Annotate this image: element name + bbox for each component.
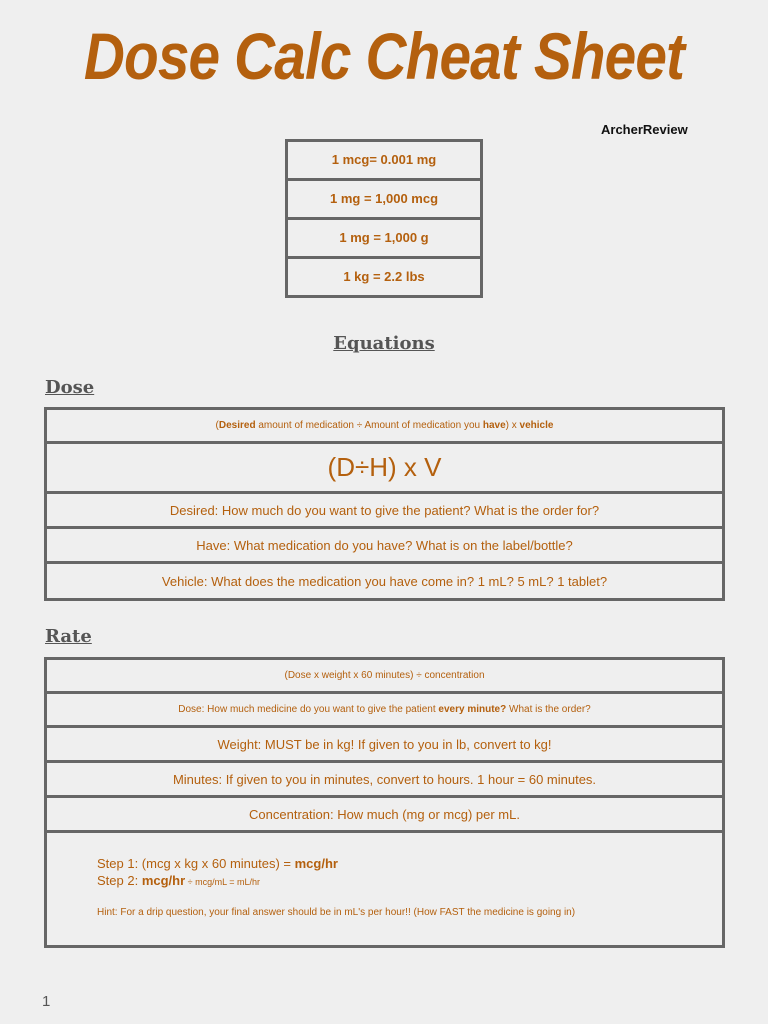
step-2: Step 2: mcg/hr ÷ mcg/mL = mL/hr [97, 873, 261, 888]
dose-formula-short: (D÷H) x V [47, 444, 722, 494]
rate-minutes-row: Minutes: If given to you in minutes, convert to hours. 1 hour = 60 minutes. [47, 763, 722, 798]
conversion-table [285, 139, 483, 298]
rate-steps-row [47, 833, 722, 945]
dose-heading: Dose [45, 377, 95, 398]
dose-vehicle-row: Vehicle: What does the medication you have come in? 1 mL? 5 mL? 1 tablet? [161, 573, 608, 589]
rate-table [44, 657, 725, 948]
conversion-row: 1 kg = 2.2 lbs [343, 269, 425, 284]
equations-heading: Equations [333, 333, 435, 354]
hint-text: Hint: For a drip question, your final answer should be in mL's per hour!! (How FAST the medicine is going in) [97, 907, 576, 918]
dose-formula-row [47, 410, 722, 444]
step-1: Step 1: (mcg x kg x 60 minutes) = mcg/hr [97, 856, 338, 871]
page-title: Dose Calc Cheat Sheet [83, 19, 685, 93]
dose-have-row: Have: What medication do you have? What is on the label/bottle? [47, 529, 722, 564]
dose-formula-text: (Desired amount of medication ÷ Amount of medication you have) x vehicle [215, 420, 554, 431]
conversion-row: 1 mg = 1,000 g [288, 220, 480, 259]
conversion-row: 1 mcg= 0.001 mg [288, 142, 480, 181]
rate-concentration-row: Concentration: How much (mg or mcg) per mL. [47, 798, 722, 833]
conversion-row: 1 mg = 1,000 mcg [288, 181, 480, 220]
rate-dose-row: Dose: How much medicine do you want to give the patient every minute? What is the order? [47, 694, 722, 728]
dose-desired-row: Desired: How much do you want to give the patient? What is the order for? [47, 494, 722, 529]
rate-weight-row: Weight: MUST be in kg! If given to you in lb, convert to kg! [47, 728, 722, 763]
rate-formula-row: (Dose x weight x 60 minutes) ÷ concentration [47, 660, 722, 694]
rate-heading: Rate [45, 626, 92, 647]
dose-table [44, 407, 725, 601]
page-number: 1 [42, 993, 51, 1010]
brand-label: ArcherReview [601, 122, 688, 137]
